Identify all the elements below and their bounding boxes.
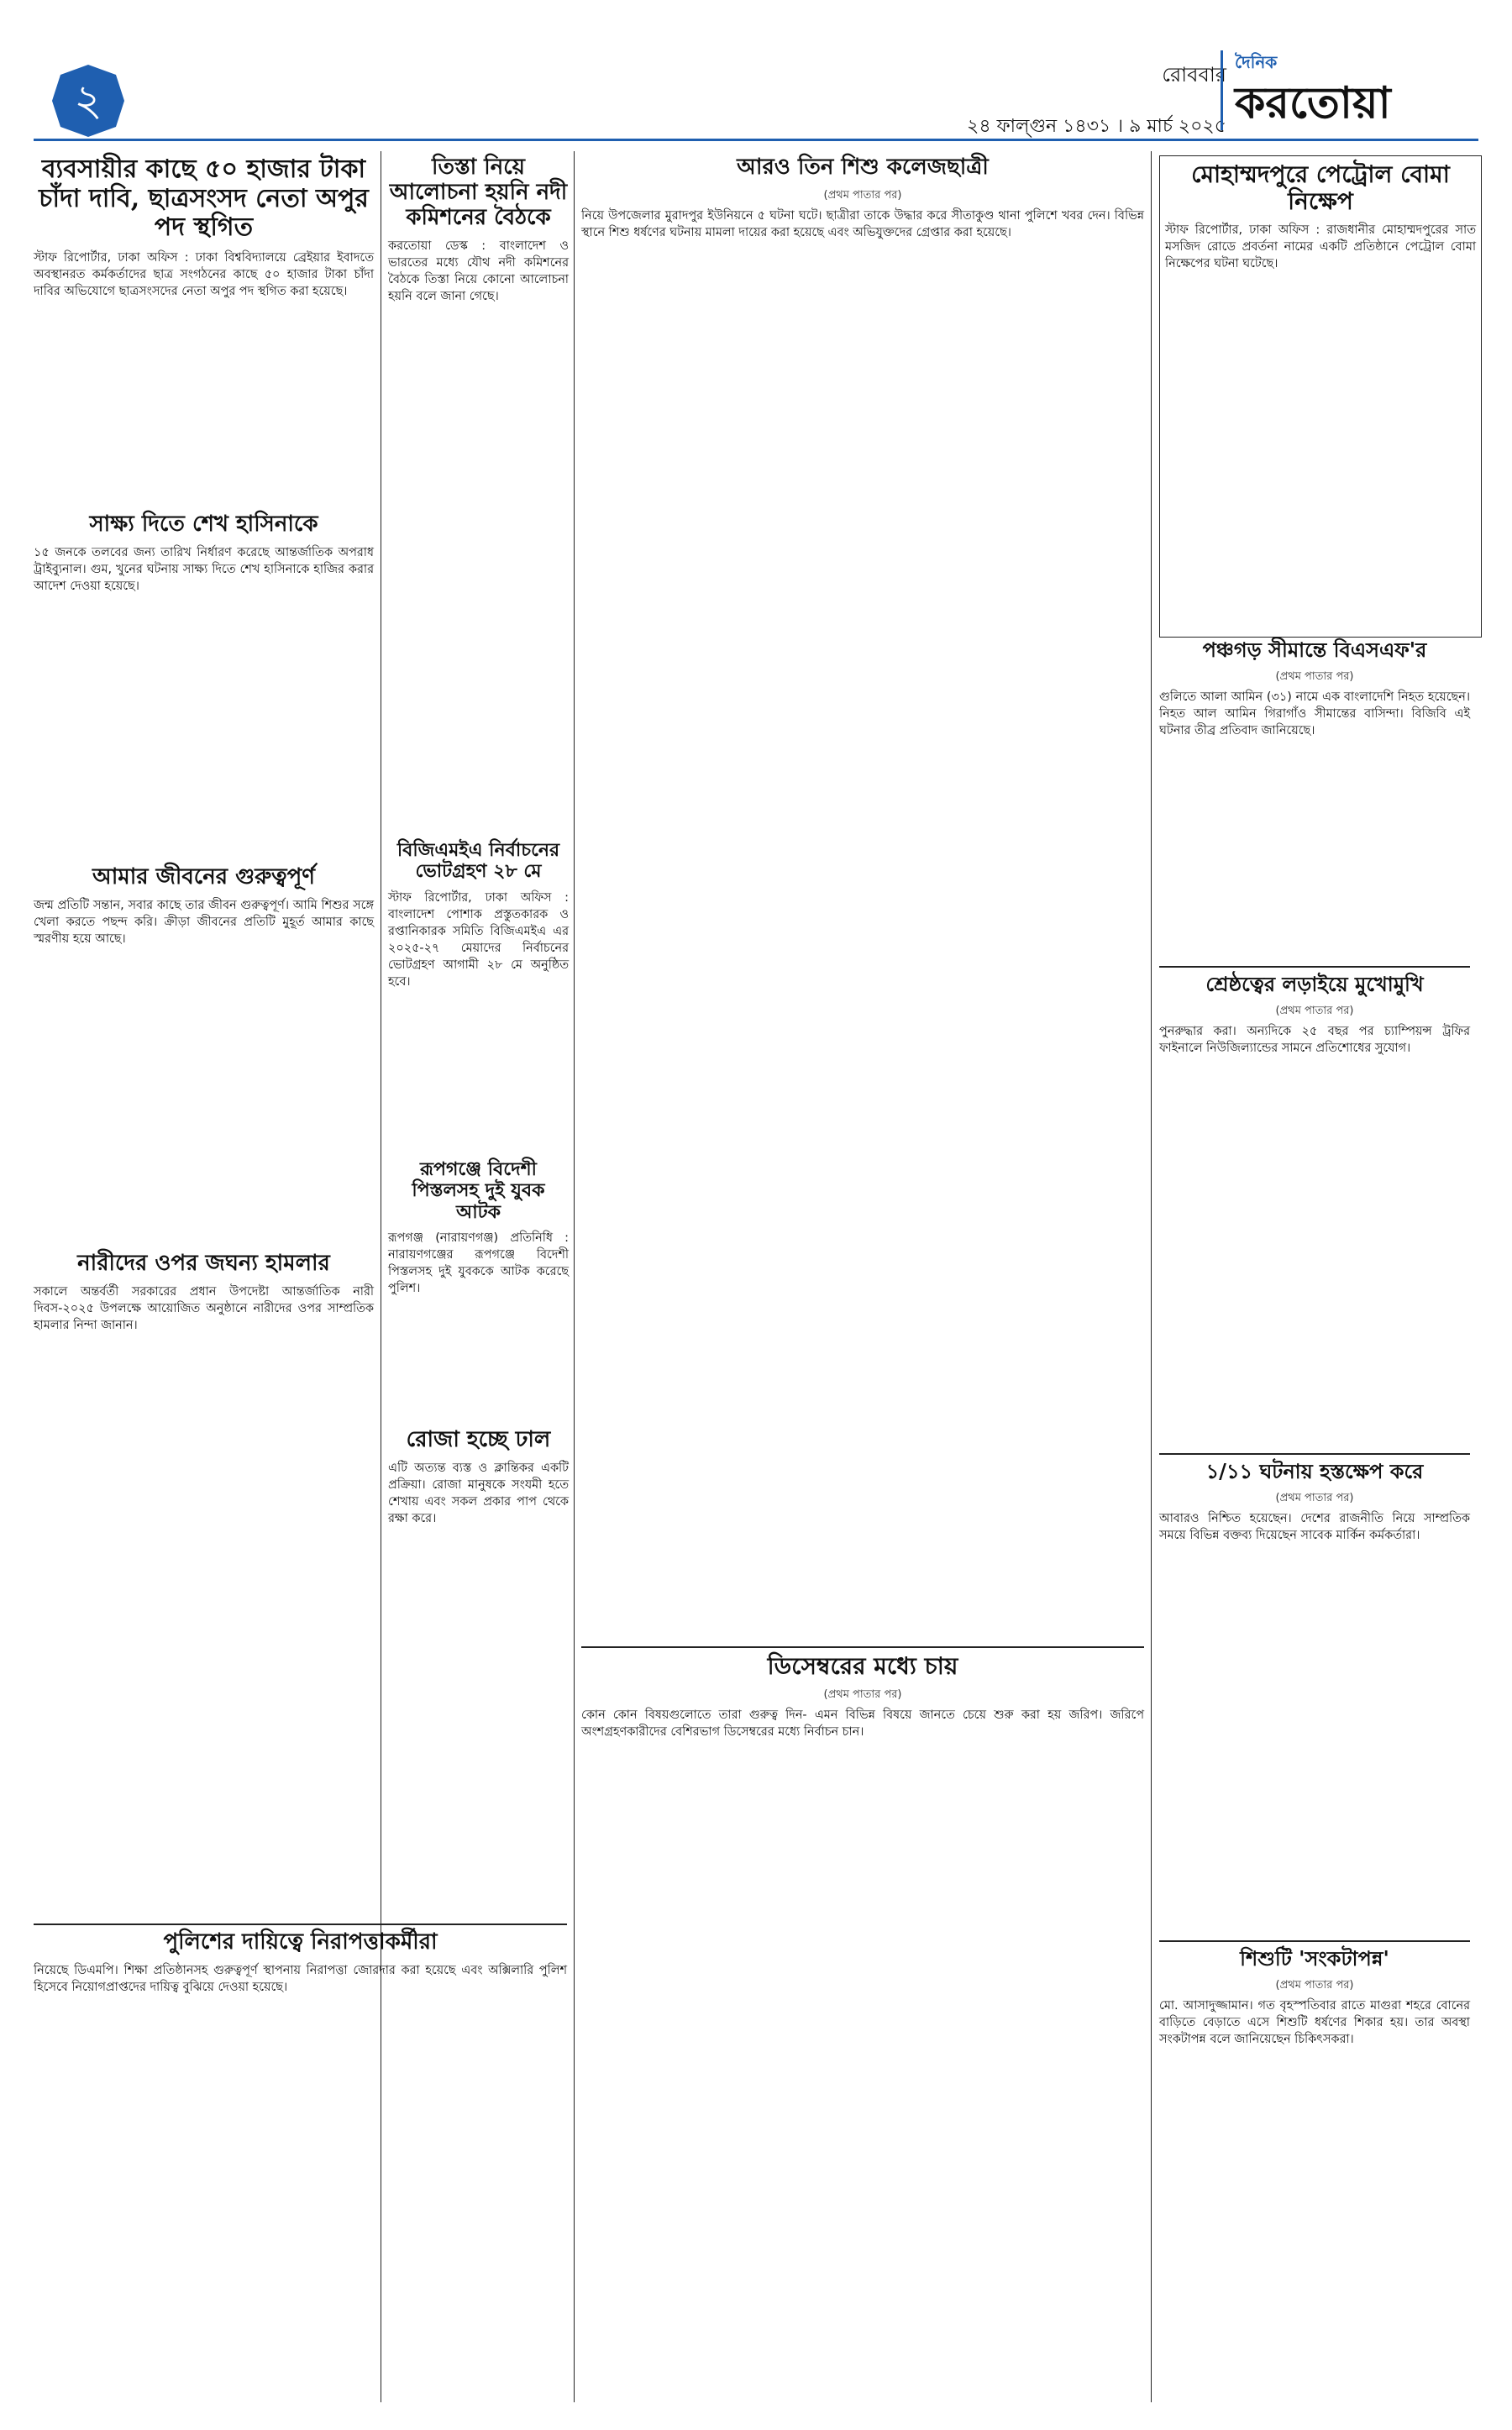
article-body: নিয়েছে ডিএমপি। শিক্ষা প্রতিষ্ঠানসহ গুরুত্বপূর্ণ স্থাপনায় নিরাপত্তা জোরদার করা হয়েছে এবং অক্সিলারি পুলিশ হিসেবে নিয়োগপ্রাপ্তদের দায়িত্ব বুঝিয়ে দেওয়া হয়েছে। xyxy=(34,1963,571,1994)
article-body: নিয়ে উপজেলার মুরাদপুর ইউনিয়নে ৫ ঘটনা ঘটে। ছাত্রীরা তাকে উদ্ধার করে সীতাকুণ্ড থানা পুলিশে খবর দেন। বিভিন্ন স্থানে শিশু ধর্ষণের ঘটনায় মামলা দায়ের করা হয়েছে এবং অভিযুক্তদের গ্রেপ্তার করা হয়েছে। xyxy=(581,208,1148,239)
article-headline: রূপগঞ্জে বিদেশী পিস্তলসহ দুই যুবক আটক xyxy=(412,1158,545,1223)
article-extortion xyxy=(34,155,378,500)
article-fasting-shield xyxy=(388,1427,573,1898)
day-label: রোববার xyxy=(1162,63,1226,87)
article-body: ১৫ জনকে তলবের জন্য তারিখ নির্ধারণ করেছে আন্তর্জাতিক অপরাধ ট্রাইব্যুনাল। গুম, খুনের ঘটনায় সাক্ষ্য দিতে শেখ হাসিনাকে হাজির করার আদেশ দেওয়া হয়েছে। xyxy=(34,545,378,593)
article-headline: পঞ্চগড় সীমান্তে বিএসএফ'র xyxy=(1202,638,1427,662)
article-subhead: (প্রথম পাতার পর) xyxy=(823,188,902,202)
date-label: ২৪ ফাল্গুন ১৪৩১ । ৯ মার্চ ২০২৫ xyxy=(967,116,1226,137)
article-headline: পুলিশের দায়িত্বে নিরাপত্তাকর্মীরা xyxy=(163,1929,438,1955)
article-headline: ১/১১ ঘটনায় হস্তক্ষেপ করে xyxy=(1205,1459,1424,1483)
article-body: মো. আসাদুজ্জামান। গত বৃহস্পতিবার রাতে মাগুরা শহরে বোনের বাড়িতে বেড়াতে এসে শিশুটি ধর্ষণের শিকার হয়। তার অবস্থা সংকটাপন্ন বলে জানিয়েছেন চিকিৎসকরা। xyxy=(1159,1998,1474,2046)
article-body: এটি অত্যন্ত ব্যস্ত ও ক্লান্তিকর একটি প্রক্রিয়া। রোজা মানুষকে সংযমী হতে শেখায় এবং সকল প্রকার পাপ থেকে রক্ষা করে। xyxy=(388,1461,573,1525)
article-headline: ডিসেম্বরের মধ্যে চায় xyxy=(767,1652,958,1680)
article-body: স্টাফ রিপোর্টার, ঢাকা অফিস : রাজধানীর মোহাম্মদপুরের সাত মসজিদ রোডে প্রবর্তনা নামের একটি প্রতিষ্ঠানে পেট্রোল বোমা নিক্ষেপের ঘটনা ঘটেছে। xyxy=(1165,223,1480,271)
article-child-critical xyxy=(1159,1940,1474,2401)
article-attack-on-women xyxy=(34,1251,378,1907)
article-headline: নারীদের ওপর জঘন্য হামলার xyxy=(77,1251,330,1276)
article-december-election xyxy=(581,1646,1148,2401)
article-final-face-off xyxy=(1159,966,1474,1443)
article-body: জন্ম প্রতিটি সন্তান, সবার কাছে তার জীবন গুরুত্বপূর্ণ। আমি শিশুর সঙ্গে খেলা করতে পছন্দ করি। ক্রীড়া জীবনের প্রতিটি মুহূর্ত আমার কাছে স্মরণীয় হয়ে আছে। xyxy=(34,898,378,946)
article-teesta xyxy=(388,155,573,676)
article-subhead: (প্রথম পাতার পর) xyxy=(1275,1978,1354,1992)
article-headline: শিশুটি 'সংকটাপন্ন' xyxy=(1240,1946,1389,1971)
page-number-emblem xyxy=(50,63,126,139)
masthead-title: করতোয়া xyxy=(1235,78,1391,129)
article-body: গুলিতে আলা আমিন (৩১) নামে এক বাংলাদেশি নিহত হয়েছেন। নিহত আল আমিন গিরাগাঁও সীমান্তের বাসিন্দা। বিজিবি এই ঘটনার তীব্র প্রতিবাদ জানিয়েছে। xyxy=(1159,690,1474,737)
article-child-college-student xyxy=(581,155,1148,1634)
article-headline: আরও তিন শিশু কলেজছাত্রী xyxy=(737,155,989,180)
article-subhead: (প্রথম পাতার পর) xyxy=(1275,669,1354,683)
article-rupganj-pistol xyxy=(388,1158,573,1378)
article-subhead: (প্রথম পাতার পর) xyxy=(823,1688,902,1702)
article-body: রূপগঞ্জ (নারায়ণগঞ্জ) প্রতিনিধি : নারায়ণগঞ্জের রূপগঞ্জে বিদেশী পিস্তলসহ দুই যুবককে আটক করেছে পুলিশ। xyxy=(388,1231,573,1295)
article-headline: আমার জীবনের গুরুত্বপূর্ণ xyxy=(92,864,316,890)
article-headline: ব্যবসায়ীর কাছে ৫০ হাজার টাকা চাঁদা দাবি, ছাত্রসংসদ নেতা অপুর পদ স্থগিত xyxy=(39,155,369,242)
page-header xyxy=(34,38,1478,141)
article-body: স্টাফ রিপোর্টার, ঢাকা অফিস : বাংলাদেশ পোশাক প্রস্তুতকারক ও রপ্তানিকারক সমিতি বিজিএমইএ এর ২০২৫-২৭ মেয়াদের নির্বাচনের ভোটগ্রহণ আগামী ২৮ মে অনুষ্ঠিত হবে। xyxy=(388,890,573,989)
article-hasina-testimony xyxy=(34,512,378,848)
article-important-life xyxy=(34,864,378,1235)
article-petrol-bomb xyxy=(1159,155,1482,638)
masthead xyxy=(1221,50,1462,130)
article-subhead: (প্রথম পাতার পর) xyxy=(1275,1004,1354,1017)
article-body: কোন কোন বিষয়গুলোতে তারা গুরুত্ব দিন- এমন বিভিন্ন বিষয়ে জানতে চেয়ে শুরু করা হয় জরিপ। জরিপে অংশগ্রহণকারীদের বেশিরভাগ ডিসেম্বরের মধ্যে নির্বাচন চান। xyxy=(581,1708,1148,1740)
article-subhead: (প্রথম পাতার পর) xyxy=(1275,1491,1354,1504)
article-body: করতোয়া ডেস্ক : বাংলাদেশ ও ভারতের মধ্যে যৌথ নদী কমিশনের বৈঠকে তিস্তা নিয়ে কোনো আলোচনা হয়নি বলে জানা গেছে। xyxy=(388,239,573,303)
article-panchagarh-border xyxy=(1159,638,1474,958)
article-headline: সাক্ষ্য দিতে শেখ হাসিনাকে xyxy=(89,512,318,537)
column-rule xyxy=(1151,151,1152,2402)
article-headline: বিজিএমইএ নির্বাচনের ভোটগ্রহণ ২৮ মে xyxy=(396,839,560,883)
article-one-eleven xyxy=(1159,1453,1474,1930)
masthead-prefix: দৈনিক xyxy=(1235,52,1278,72)
article-police-security xyxy=(34,1924,571,2401)
article-bgmea-election xyxy=(388,839,573,1142)
article-body: স্টাফ রিপোর্টার, ঢাকা অফিস : ঢাকা বিশ্ববিদ্যালয়ে ব্রেইয়ার ইবাদতে অবস্থানরত কর্মকর্তাদের ছাত্র সংগঠনের কাছে ৫০ হাজার টাকা চাঁদা দাবির অভিযোগে ছাত্রসংসদের নেতা অপুর পদ স্থগিত করা হয়েছে। xyxy=(34,250,378,298)
article-headline: শ্রেষ্ঠত্বের লড়াইয়ে মুখোমুখি xyxy=(1205,972,1424,996)
article-body: সকালে অন্তর্বর্তী সরকারের প্রধান উপদেষ্টা আন্তর্জাতিক নারী দিবস-২০২৫ উপলক্ষে আয়োজিত অনুষ্ঠানে নারীদের ওপর সাম্প্রতিক হামলার নিন্দা জানান। xyxy=(34,1284,378,1332)
article-headline: তিস্তা নিয়ে আলোচনা হয়নি নদী কমিশনের বৈঠকে xyxy=(389,155,568,230)
article-headline: রোজা হচ্ছে ঢাল xyxy=(406,1427,551,1452)
article-headline: মোহাম্মদপুরে পেট্রোল বোমা নিক্ষেপ xyxy=(1191,160,1450,216)
page-number-badge xyxy=(50,63,126,139)
column-rule xyxy=(574,151,575,2402)
article-body: পুনরুদ্ধার করা। অন্যদিকে ২৫ বছর পর চ্যাম্পিয়ন্স ট্রফির ফাইনালে নিউজিল্যান্ডের সামনে প্রতিশোধের সুযোগ। xyxy=(1159,1024,1474,1055)
article-body: আবারও নিশ্চিত হয়েছেন। দেশের রাজনীতি নিয়ে সাম্প্রতিক সময়ে বিভিন্ন বক্তব্য দিয়েছেন সাবেক মার্কিন কর্মকর্তারা। xyxy=(1159,1511,1474,1542)
page-number: ২ xyxy=(74,76,102,126)
